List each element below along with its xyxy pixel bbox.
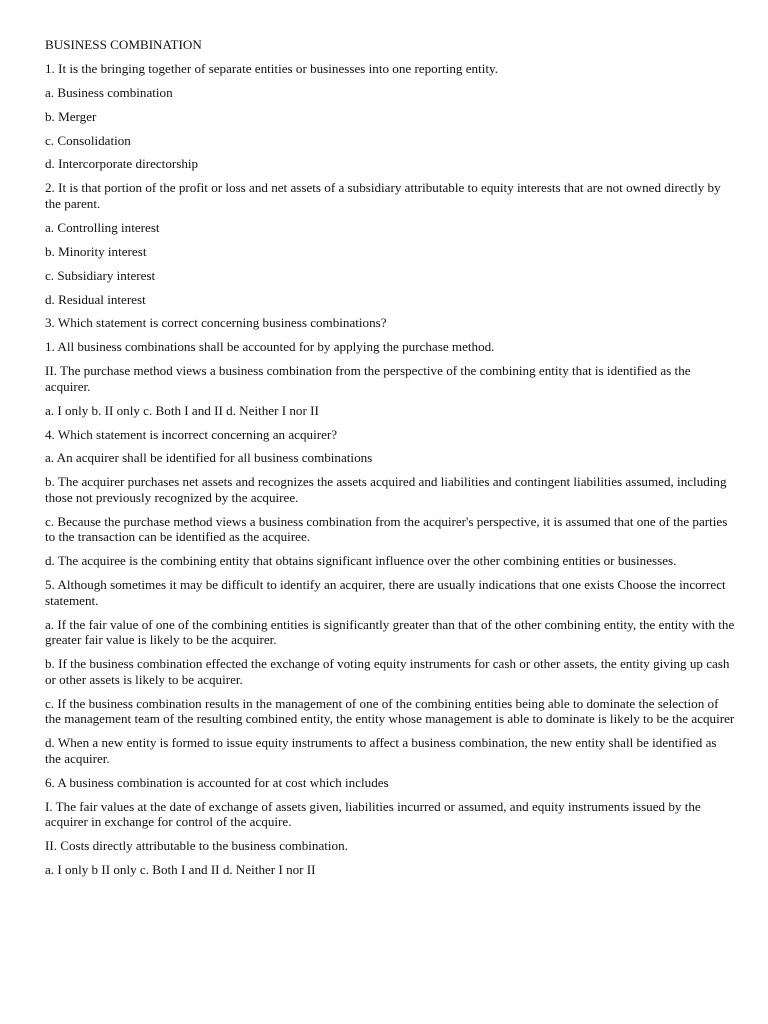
- q3-question: 3. Which statement is correct concerning business combinations?: [45, 315, 387, 331]
- q5-question: 5. Although sometimes it may be difficult to identify an acquirer, there are usually indications that one exists Choose the incorrect statement.: [45, 577, 726, 608]
- document-page: [45, 37, 735, 886]
- q2-option-a: a. Controlling interest: [45, 219, 160, 235]
- q2-option-b: b. Minority interest: [45, 243, 147, 259]
- q3-statement-2: II. The purchase method views a business combination from the perspective of the combining entity that is identified as the acquirer.: [45, 363, 691, 394]
- q1-option-d: d. Intercorporate directorship: [45, 156, 199, 172]
- q2-question: 2. It is that portion of the profit or loss and net assets of a subsidiary attributable to equity interests that are not owned directly by the parent.: [45, 180, 721, 211]
- q1-option-c: c. Consolidation: [45, 132, 131, 148]
- q1-option-b: b. Merger: [45, 108, 97, 124]
- q5-option-a: a. If the fair value of one of the combining entities is significantly greater than that of the other combining entity, the entity with the greater fair value is likely to be the acquirer.: [45, 616, 735, 648]
- q2-option-d: d. Residual interest: [45, 291, 146, 307]
- q6-options: a. I only b II only c. Both I and II d. Neither I nor II: [45, 861, 316, 877]
- q4-option-b: b. The acquirer purchases net assets and recognizes the assets acquired and liabilities and contingent liabilities assumed, including those not previously recognized by the acquiree.: [45, 474, 727, 505]
- q4-option-a: a. An acquirer shall be identified for all business combinations: [45, 450, 373, 466]
- q6-statement-2: II. Costs directly attributable to the business combination.: [45, 837, 348, 853]
- q6-question: 6. A business combination is accounted for at cost which includes: [45, 774, 389, 790]
- q1-option-a: a. Business combination: [45, 84, 173, 100]
- document-title: BUSINESS COMBINATION: [45, 37, 202, 52]
- q4-question: 4. Which statement is incorrect concerning an acquirer?: [45, 426, 338, 442]
- q4-option-c: c. Because the purchase method views a business combination from the acquirer's perspective, it is assumed that one of the parties to the transaction can be identified as the acquiree.: [45, 513, 728, 545]
- q2-option-c: c. Subsidiary interest: [45, 267, 156, 283]
- q1-question: 1. It is the bringing together of separate entities or businesses into one reporting entity.: [45, 60, 498, 76]
- q5-option-b: b. If the business combination effected the exchange of voting equity instruments for cash or other assets, the entity giving up cash or other assets is likely to be acquirer.: [45, 656, 730, 687]
- q5-option-d: d. When a new entity is formed to issue equity instruments to affect a business combination, the new entity shall be identified as the acquirer.: [45, 735, 717, 766]
- q5-option-c: c. If the business combination results in the management of one of the combining entities being able to dominate the selection of the management team of the resulting combined entity, the entity whose management is able to dominate is likely to be the acquirer: [45, 695, 735, 727]
- q4-option-d: d. The acquiree is the combining entity that obtains significant influence over the other combining entities or businesses.: [45, 553, 677, 569]
- q6-statement-1: I. The fair values at the date of exchange of assets given, liabilities incurred or assumed, and equity instruments issued by the acquirer in exchange for control of the acquire.: [45, 798, 701, 830]
- q3-statement-1: 1. All business combinations shall be accounted for by applying the purchase method.: [45, 339, 495, 355]
- q3-options: a. I only b. II only c. Both I and II d. Neither I nor II: [45, 402, 319, 418]
